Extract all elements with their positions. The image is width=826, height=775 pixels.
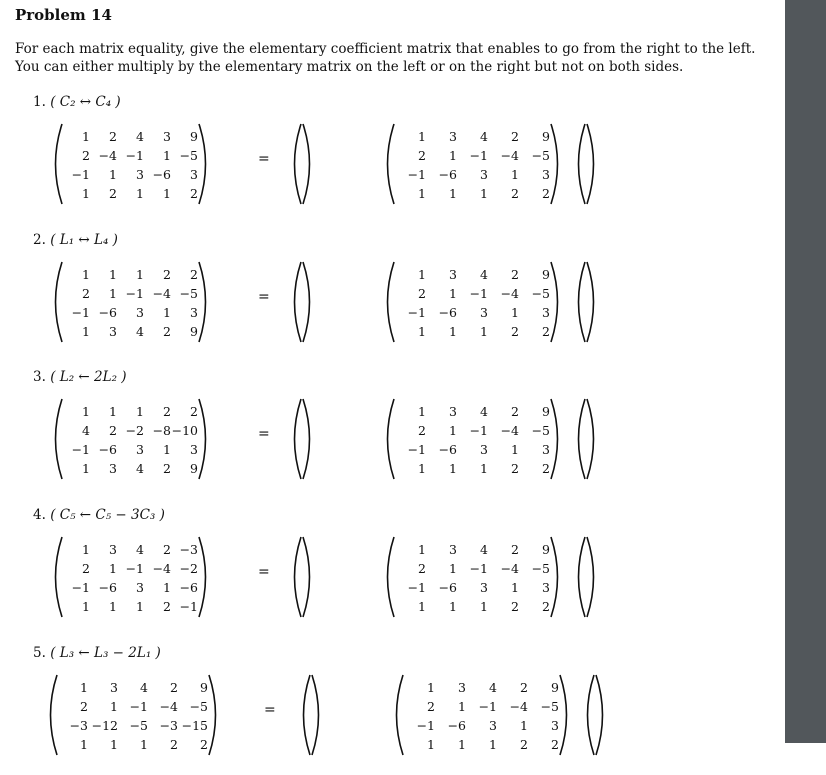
matrix-cell: 3 — [190, 305, 198, 320]
matrix-cell: −5 — [531, 148, 550, 163]
matrix-cell: −3 — [179, 542, 198, 557]
matrix-cell: 1 — [480, 599, 488, 614]
problem-label — [33, 369, 127, 385]
equals-sign: = — [258, 426, 270, 442]
matrix-cell: 2 — [82, 561, 90, 576]
matrix-cell: −6 — [438, 442, 457, 457]
answer-blank-right[interactable] — [585, 674, 693, 756]
matrix-cell: 4 — [480, 542, 488, 557]
matrix-cell: 1 — [110, 699, 118, 714]
matrix-cell: 2 — [82, 148, 90, 163]
right-parenthesis — [550, 398, 560, 480]
answer-blank-left[interactable] — [292, 261, 380, 343]
matrix-cell: 1 — [449, 561, 457, 576]
matrix-cell: −1 — [71, 305, 90, 320]
matrix-cell: −5 — [189, 699, 208, 714]
matrix-cell: −3 — [69, 718, 88, 733]
answer-blank-right[interactable] — [576, 398, 684, 480]
matrix-cell: 2 — [109, 423, 117, 438]
left-matrix — [53, 261, 208, 343]
left-matrix — [53, 536, 208, 618]
left-parenthesis — [53, 123, 63, 205]
matrix-cell: 2 — [163, 542, 171, 557]
left-parenthesis — [385, 261, 395, 343]
left-parenthesis — [385, 536, 395, 618]
matrix-cell: 1 — [163, 580, 171, 595]
matrix-cell: −5 — [531, 423, 550, 438]
matrix-cell: 4 — [136, 461, 144, 476]
matrix-cell: 1 — [136, 599, 144, 614]
answer-blank-left[interactable] — [292, 398, 380, 480]
matrix-cell: 1 — [480, 186, 488, 201]
matrix-cell: −4 — [500, 423, 519, 438]
answer-blank-right[interactable] — [576, 536, 684, 618]
matrix-cell: −2 — [125, 423, 144, 438]
left-parenthesis — [292, 261, 302, 343]
matrix-cell: 2 — [427, 699, 435, 714]
matrix-cell: 1 — [449, 461, 457, 476]
matrix-cell: 3 — [480, 167, 488, 182]
matrix-cell: 1 — [449, 148, 457, 163]
matrix-cell: 2 — [163, 404, 171, 419]
problem-label — [33, 645, 161, 661]
matrix-cell: 1 — [163, 442, 171, 457]
matrix-cell: 1 — [418, 461, 426, 476]
matrix-cell: 1 — [449, 186, 457, 201]
matrix-cell: 1 — [520, 718, 528, 733]
equals-sign: = — [258, 564, 270, 580]
matrix-cell: −4 — [500, 561, 519, 576]
left-parenthesis — [385, 398, 395, 480]
matrix-cell: −8 — [152, 423, 171, 438]
problem-title: Problem 14 — [15, 6, 112, 24]
matrix-cell: 4 — [480, 129, 488, 144]
matrix-cell: 1 — [427, 680, 435, 695]
matrix-cell: 2 — [163, 599, 171, 614]
matrix-cell: 1 — [109, 167, 117, 182]
elementary-operation: ( L₃ ← L₃ − 2L₁ ) — [50, 645, 161, 661]
matrix-cell: 3 — [458, 680, 466, 695]
answer-blank-left[interactable] — [292, 536, 380, 618]
problem-item — [0, 232, 785, 362]
matrix-cell: 1 — [82, 186, 90, 201]
matrix-cell: 1 — [82, 542, 90, 557]
matrix-cell: 2 — [551, 737, 559, 752]
matrix-cell: 2 — [542, 324, 550, 339]
matrix-cell: 2 — [190, 267, 198, 282]
matrix-cell: 1 — [449, 286, 457, 301]
problem-label — [33, 232, 118, 248]
matrix-cell: 1 — [418, 186, 426, 201]
left-parenthesis — [53, 398, 63, 480]
matrix-cell: 1 — [458, 737, 466, 752]
matrix-cell: −4 — [159, 699, 178, 714]
matrix-cell: 1 — [82, 129, 90, 144]
right-parenthesis — [550, 536, 560, 618]
right-parenthesis — [586, 261, 596, 343]
matrix-cell: 2 — [418, 423, 426, 438]
right-parenthesis — [198, 261, 208, 343]
matrix-cell: 3 — [190, 442, 198, 457]
answer-blank-left[interactable] — [301, 674, 389, 756]
matrix-cell: 1 — [82, 461, 90, 476]
left-matrix — [48, 674, 218, 756]
matrix-cell: −1 — [125, 286, 144, 301]
elementary-operation: ( L₂ ← 2L₂ ) — [50, 369, 127, 385]
matrix-cell: 2 — [542, 461, 550, 476]
problem-item — [0, 94, 785, 224]
matrix-cell: 3 — [480, 580, 488, 595]
right-parenthesis — [198, 123, 208, 205]
matrix-cell: 1 — [418, 267, 426, 282]
right-parenthesis — [550, 261, 560, 343]
matrix-cell: −3 — [159, 718, 178, 733]
matrix-cell: 9 — [542, 129, 550, 144]
matrix-cell: 3 — [109, 542, 117, 557]
left-parenthesis — [576, 536, 586, 618]
problem-instructions: For each matrix equality, give the elementary coefficient matrix that enables to go from the right to the left. You can either multiply by the elementary matrix on the left or on the right but not on both sides. — [15, 41, 756, 75]
matrix-cell: 1 — [140, 737, 148, 752]
matrix-cell: 2 — [511, 267, 519, 282]
matrix-cell: −1 — [179, 599, 198, 614]
matrix-cell: 1 — [109, 599, 117, 614]
matrix-cell: 3 — [449, 542, 457, 557]
right-parenthesis — [302, 123, 312, 205]
matrix-cell: 2 — [170, 737, 178, 752]
matrix-cell: 3 — [136, 580, 144, 595]
matrix-cell: 3 — [542, 305, 550, 320]
answer-blank-right[interactable] — [576, 123, 684, 205]
problem-item — [0, 645, 785, 775]
elementary-operation: ( C₂ ↔ C₄ ) — [50, 94, 121, 110]
right-parenthesis — [586, 123, 596, 205]
matrix-cell: 1 — [82, 599, 90, 614]
matrix-cell: 1 — [480, 461, 488, 476]
matrix-cell: 2 — [511, 542, 519, 557]
matrix-cell: 1 — [136, 267, 144, 282]
matrix-cell: 4 — [140, 680, 148, 695]
matrix-cell: 1 — [109, 404, 117, 419]
matrix-cell: 1 — [110, 737, 118, 752]
matrix-cell: −5 — [179, 148, 198, 163]
matrix-cell: −1 — [407, 305, 426, 320]
matrix-cell: −6 — [98, 580, 117, 595]
matrix-cell: −1 — [416, 718, 435, 733]
matrix-cell: 1 — [109, 267, 117, 282]
matrix-cell: −1 — [469, 561, 488, 576]
matrix-cell: 2 — [82, 286, 90, 301]
matrix-cell: −6 — [98, 305, 117, 320]
matrix-cell: 1 — [418, 599, 426, 614]
matrix-cell: 1 — [82, 267, 90, 282]
elementary-operation: ( L₁ ↔ L₄ ) — [50, 232, 118, 248]
matrix-cell: 1 — [82, 324, 90, 339]
right-parenthesis — [198, 536, 208, 618]
left-matrix — [53, 398, 208, 480]
matrix-cell: −6 — [438, 167, 457, 182]
matrix-cell: 1 — [163, 148, 171, 163]
matrix-cell: 1 — [82, 404, 90, 419]
left-parenthesis — [53, 536, 63, 618]
matrix-cell: 1 — [418, 324, 426, 339]
right-parenthesis — [302, 398, 312, 480]
matrix-cell: 2 — [109, 186, 117, 201]
matrix-cell: 1 — [109, 286, 117, 301]
problem-number: 1. — [33, 94, 46, 110]
matrix-cell: −1 — [125, 148, 144, 163]
matrix-cell: 2 — [418, 148, 426, 163]
matrix-cell: 2 — [163, 461, 171, 476]
problem-label — [33, 94, 121, 110]
matrix-cell: 1 — [418, 404, 426, 419]
matrix-cell: 3 — [489, 718, 497, 733]
right-matrix — [385, 261, 560, 343]
matrix-cell: 3 — [542, 580, 550, 595]
left-parenthesis — [292, 536, 302, 618]
matrix-cell: 3 — [136, 442, 144, 457]
matrix-cell: 3 — [136, 167, 144, 182]
matrix-cell: 9 — [542, 267, 550, 282]
right-parenthesis — [550, 123, 560, 205]
matrix-cell: −5 — [129, 718, 148, 733]
matrix-cell: −6 — [447, 718, 466, 733]
matrix-cell: 9 — [551, 680, 559, 695]
matrix-cell: 2 — [520, 680, 528, 695]
problem-label — [33, 507, 165, 523]
matrix-cell: 1 — [418, 542, 426, 557]
matrix-cell: 1 — [458, 699, 466, 714]
matrix-cell: −4 — [509, 699, 528, 714]
matrix-cell: 2 — [511, 599, 519, 614]
left-parenthesis — [576, 123, 586, 205]
matrix-cell: −1 — [71, 442, 90, 457]
matrix-cell: −12 — [91, 718, 118, 733]
matrix-cell: −1 — [125, 561, 144, 576]
matrix-cell: 9 — [542, 542, 550, 557]
right-parenthesis — [302, 261, 312, 343]
equals-sign: = — [258, 289, 270, 305]
matrix-cell: −6 — [98, 442, 117, 457]
matrix-cell: 3 — [542, 442, 550, 457]
problem-number: 2. — [33, 232, 46, 248]
matrix-cell: −4 — [152, 561, 171, 576]
matrix-cell: 2 — [418, 561, 426, 576]
matrix-cell: 4 — [480, 404, 488, 419]
elementary-operation: ( C₅ ← C₅ − 3C₃ ) — [50, 507, 165, 523]
problem-number: 4. — [33, 507, 46, 523]
matrix-cell: 2 — [109, 129, 117, 144]
matrix-cell: 2 — [511, 404, 519, 419]
matrix-cell: 3 — [136, 305, 144, 320]
matrix-cell: −5 — [531, 561, 550, 576]
matrix-cell: 4 — [489, 680, 497, 695]
left-parenthesis — [385, 123, 395, 205]
matrix-cell: 4 — [136, 324, 144, 339]
matrix-cell: 4 — [136, 542, 144, 557]
matrix-cell: 1 — [136, 404, 144, 419]
matrix-cell: −1 — [407, 580, 426, 595]
matrix-cell: 1 — [80, 680, 88, 695]
right-matrix — [385, 123, 560, 205]
right-matrix — [385, 398, 560, 480]
matrix-cell: 1 — [80, 737, 88, 752]
matrix-cell: 1 — [418, 129, 426, 144]
matrix-cell: 4 — [480, 267, 488, 282]
left-parenthesis — [576, 261, 586, 343]
matrix-cell: 2 — [418, 286, 426, 301]
right-parenthesis — [595, 674, 605, 756]
matrix-cell: −10 — [171, 423, 198, 438]
matrix-cell: −4 — [500, 286, 519, 301]
matrix-cell: −6 — [438, 580, 457, 595]
matrix-cell: −1 — [469, 148, 488, 163]
matrix-cell: 1 — [511, 580, 519, 595]
matrix-cell: 1 — [511, 305, 519, 320]
matrix-cell: 2 — [170, 680, 178, 695]
matrix-cell: −1 — [469, 286, 488, 301]
matrix-cell: 2 — [163, 324, 171, 339]
matrix-cell: 2 — [80, 699, 88, 714]
left-parenthesis — [301, 674, 311, 756]
matrix-cell: −4 — [98, 148, 117, 163]
matrix-cell: −1 — [407, 167, 426, 182]
matrix-cell: 9 — [190, 461, 198, 476]
right-parenthesis — [302, 536, 312, 618]
matrix-cell: 3 — [449, 404, 457, 419]
matrix-cell: −6 — [438, 305, 457, 320]
matrix-cell: 2 — [511, 186, 519, 201]
right-parenthesis — [559, 674, 569, 756]
matrix-cell: −5 — [531, 286, 550, 301]
matrix-cell: 3 — [109, 461, 117, 476]
matrix-cell: −6 — [179, 580, 198, 595]
matrix-cell: −4 — [152, 286, 171, 301]
right-matrix — [385, 536, 560, 618]
right-parenthesis — [198, 398, 208, 480]
matrix-cell: 1 — [427, 737, 435, 752]
right-parenthesis — [586, 398, 596, 480]
matrix-cell: 1 — [109, 561, 117, 576]
matrix-cell: −1 — [407, 442, 426, 457]
equals-sign: = — [258, 151, 270, 167]
left-parenthesis — [576, 398, 586, 480]
matrix-cell: −6 — [152, 167, 171, 182]
left-parenthesis — [48, 674, 58, 756]
matrix-cell: 2 — [200, 737, 208, 752]
matrix-cell: 2 — [520, 737, 528, 752]
viewer-sidebar — [785, 0, 826, 743]
matrix-cell: 2 — [542, 599, 550, 614]
right-parenthesis — [586, 536, 596, 618]
matrix-cell: −5 — [540, 699, 559, 714]
matrix-cell: 1 — [449, 324, 457, 339]
matrix-cell: 2 — [163, 267, 171, 282]
matrix-cell: 3 — [190, 167, 198, 182]
matrix-cell: 2 — [511, 129, 519, 144]
matrix-cell: 4 — [136, 129, 144, 144]
matrix-cell: 3 — [480, 305, 488, 320]
matrix-cell: −15 — [181, 718, 208, 733]
matrix-cell: 3 — [542, 167, 550, 182]
left-parenthesis — [292, 123, 302, 205]
matrix-cell: 3 — [480, 442, 488, 457]
matrix-cell: 4 — [82, 423, 90, 438]
matrix-cell: −4 — [500, 148, 519, 163]
matrix-cell: 1 — [449, 599, 457, 614]
matrix-cell: 1 — [136, 186, 144, 201]
matrix-cell: 9 — [200, 680, 208, 695]
matrix-cell: −5 — [179, 286, 198, 301]
left-matrix — [53, 123, 208, 205]
matrix-cell: 3 — [109, 324, 117, 339]
matrix-cell: 1 — [489, 737, 497, 752]
matrix-cell: −1 — [71, 167, 90, 182]
matrix-cell: 2 — [190, 186, 198, 201]
matrix-cell: 9 — [190, 129, 198, 144]
matrix-cell: 2 — [511, 461, 519, 476]
matrix-cell: −1 — [129, 699, 148, 714]
matrix-cell: 1 — [480, 324, 488, 339]
matrix-cell: 1 — [511, 442, 519, 457]
left-parenthesis — [585, 674, 595, 756]
matrix-cell: 1 — [511, 167, 519, 182]
matrix-cell: −1 — [478, 699, 497, 714]
matrix-cell: 2 — [511, 324, 519, 339]
matrix-cell: −1 — [71, 580, 90, 595]
left-parenthesis — [394, 674, 404, 756]
problem-item — [0, 369, 785, 499]
answer-blank-right[interactable] — [576, 261, 684, 343]
matrix-cell: 9 — [542, 404, 550, 419]
matrix-cell: 3 — [551, 718, 559, 733]
matrix-cell: 2 — [190, 404, 198, 419]
matrix-cell: 3 — [110, 680, 118, 695]
problem-number: 3. — [33, 369, 46, 385]
matrix-cell: 9 — [190, 324, 198, 339]
matrix-cell: 3 — [449, 129, 457, 144]
right-parenthesis — [311, 674, 321, 756]
right-matrix — [394, 674, 569, 756]
answer-blank-left[interactable] — [292, 123, 380, 205]
problem-number: 5. — [33, 645, 46, 661]
left-parenthesis — [292, 398, 302, 480]
matrix-cell: −1 — [469, 423, 488, 438]
matrix-cell: 3 — [449, 267, 457, 282]
equals-sign: = — [264, 702, 276, 718]
left-parenthesis — [53, 261, 63, 343]
problem-item — [0, 507, 785, 637]
matrix-cell: −2 — [179, 561, 198, 576]
matrix-cell: 1 — [163, 305, 171, 320]
right-parenthesis — [208, 674, 218, 756]
matrix-cell: 1 — [449, 423, 457, 438]
matrix-cell: 1 — [163, 186, 171, 201]
matrix-cell: 2 — [542, 186, 550, 201]
matrix-cell: 3 — [163, 129, 171, 144]
